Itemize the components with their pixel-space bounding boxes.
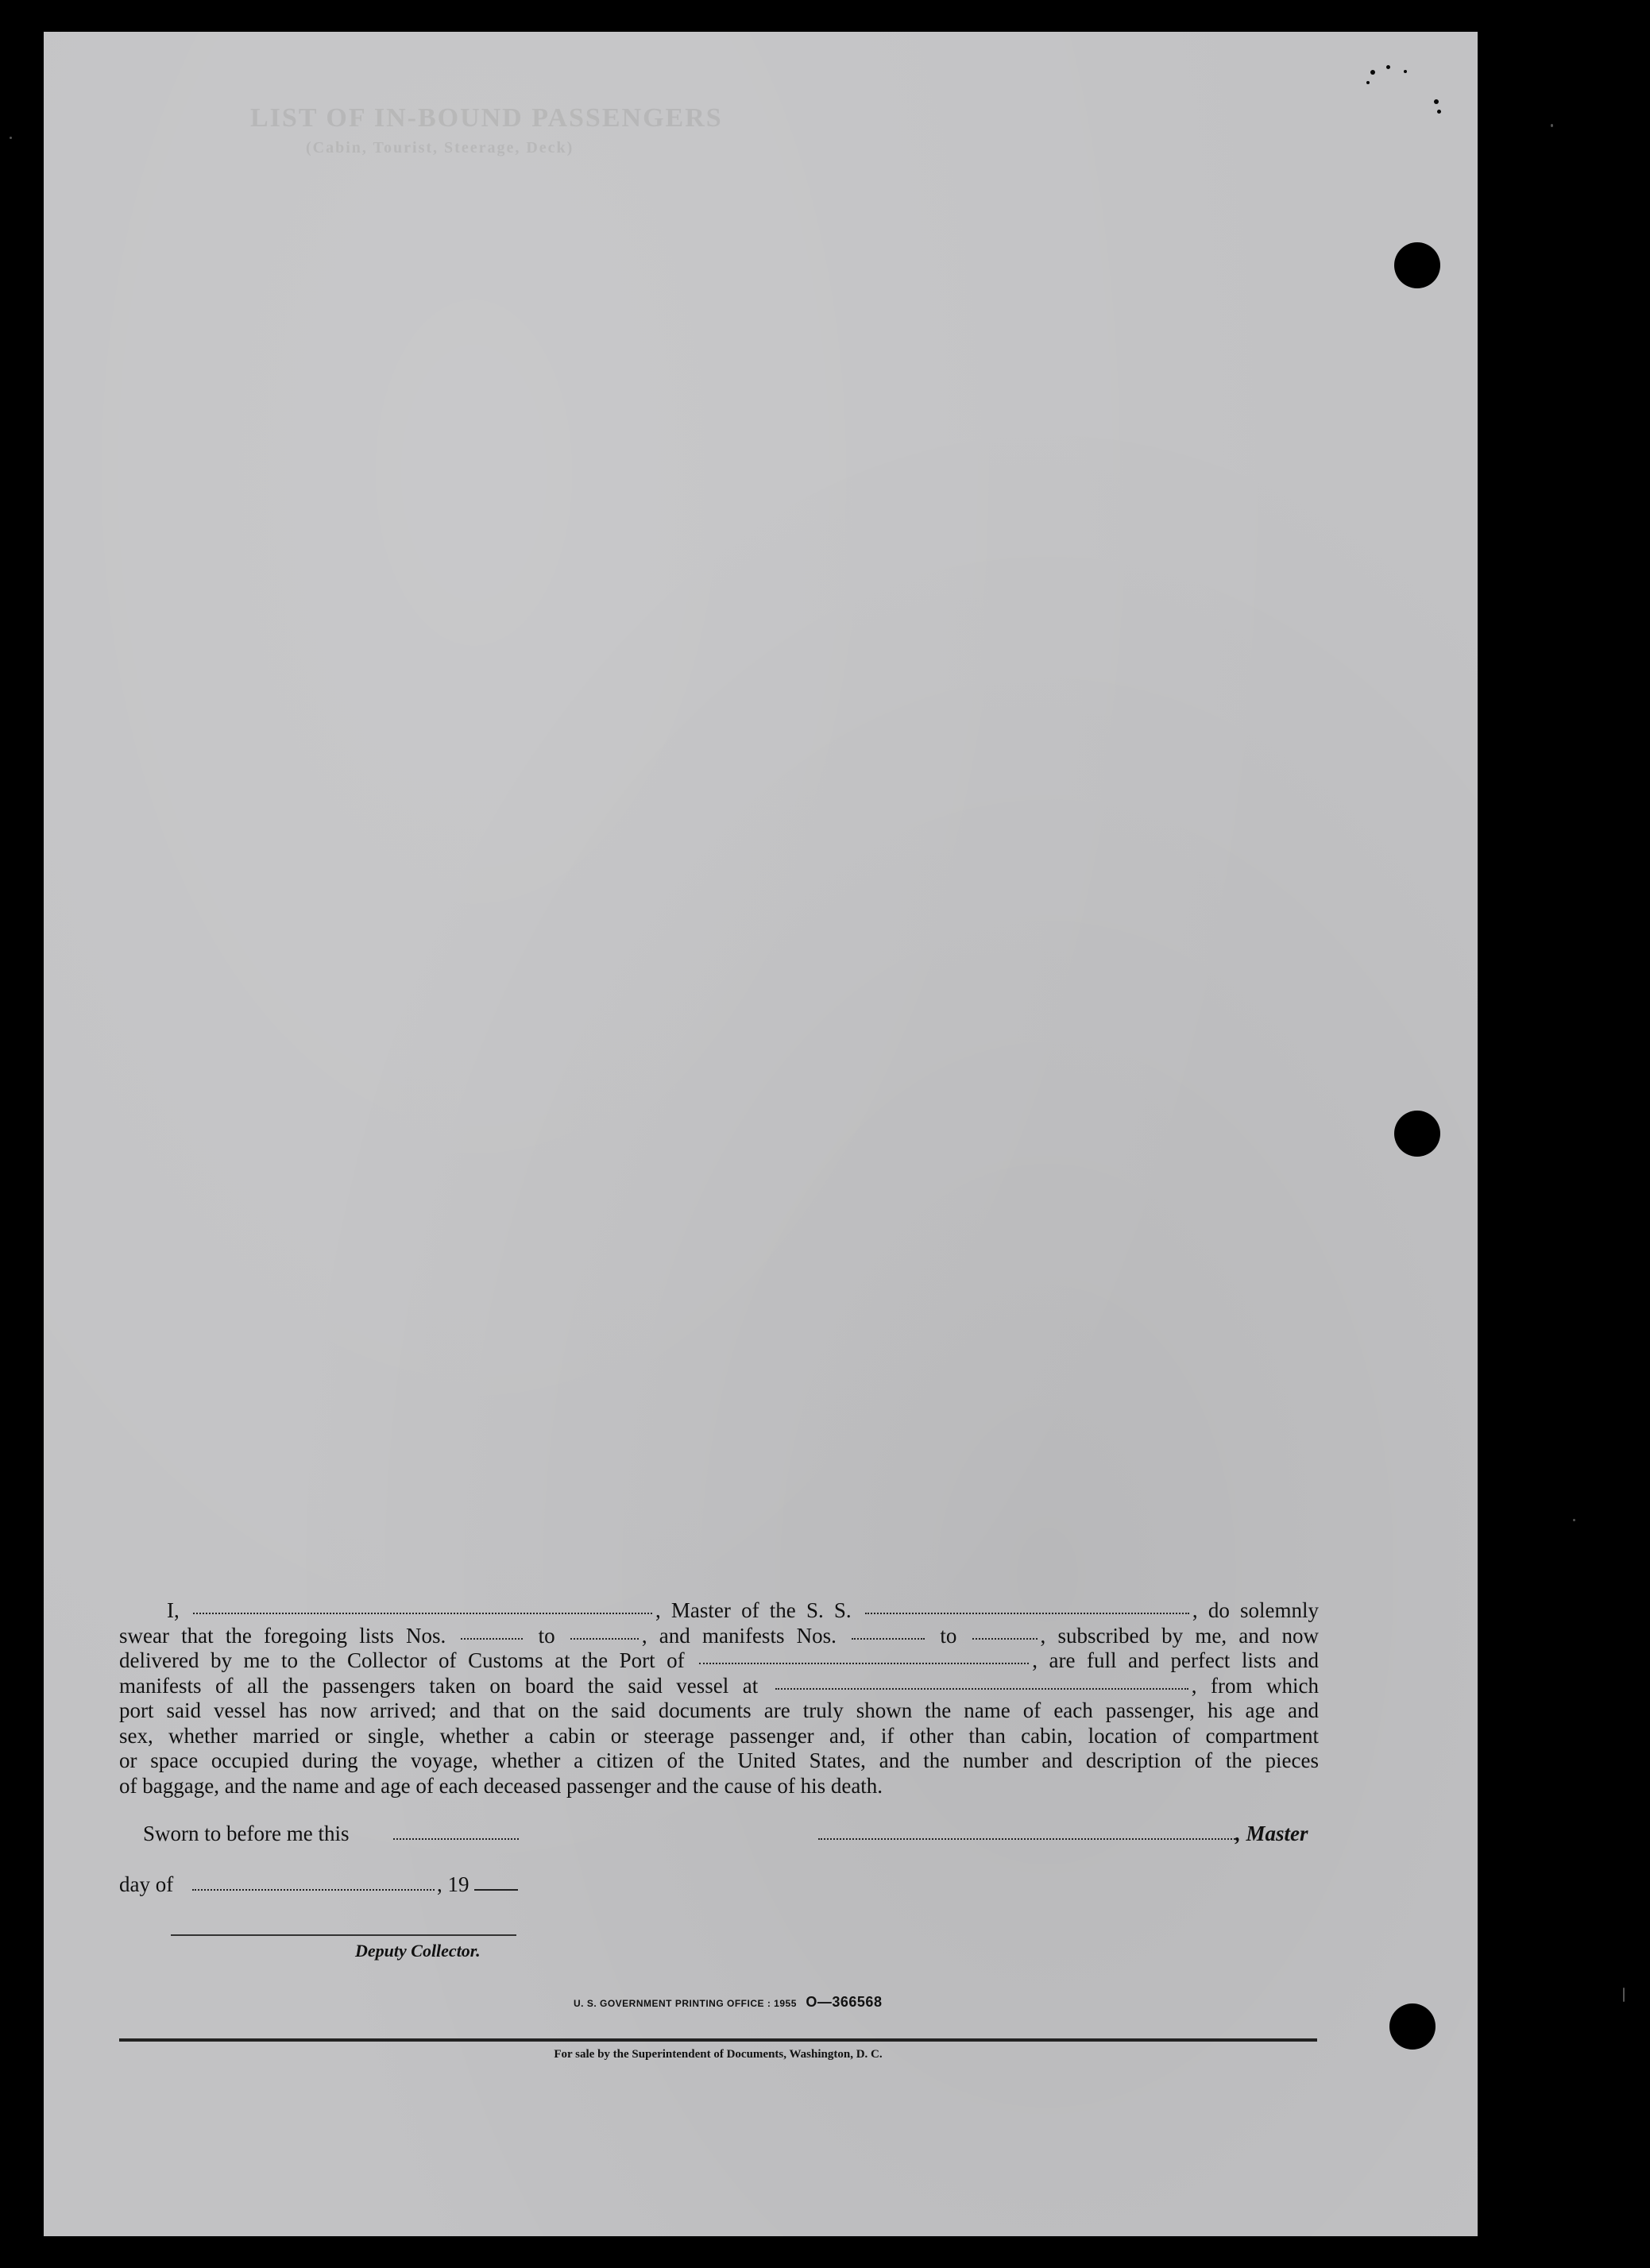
oath-text: to xyxy=(538,1623,555,1648)
master-signature-line[interactable] xyxy=(818,1838,1235,1840)
ink-speck xyxy=(1434,99,1439,104)
oath-line-1 xyxy=(119,1598,1319,1624)
deputy-collector-label: Deputy Collector. xyxy=(355,1941,481,1961)
sworn-date-line[interactable] xyxy=(393,1838,519,1840)
punch-hole-bottom xyxy=(1389,2003,1436,2050)
oath-text: of baggage, and the name and age of each deceased passenger and the cause of his death. xyxy=(119,1773,883,1798)
footer-text: For sale by the Superintendent of Documents, Washington, D. C. xyxy=(554,2048,883,2061)
margin-speck xyxy=(1623,1988,1625,2002)
oath-text: delivered by me to the Collector of Customs at the Port of xyxy=(119,1648,685,1672)
oath-paragraph xyxy=(119,1598,1319,1799)
list-from-field[interactable] xyxy=(461,1637,523,1640)
margin-speck xyxy=(1573,1519,1575,1521)
deputy-collector-signature-line[interactable] xyxy=(171,1934,516,1936)
punch-hole-middle xyxy=(1394,1111,1440,1157)
oath-text: to xyxy=(940,1623,957,1648)
ship-name-field[interactable] xyxy=(865,1612,1189,1614)
footer-divider xyxy=(119,2038,1317,2042)
oath-line-6 xyxy=(119,1724,1319,1749)
master-name-field[interactable] xyxy=(193,1612,652,1614)
manifest-from-field[interactable] xyxy=(852,1637,925,1640)
month-line[interactable] xyxy=(192,1889,435,1891)
ink-speck xyxy=(1370,70,1375,75)
oath-text: or space occupied during the voyage, whether a citizen of the United States, and the number and description of the pieces xyxy=(119,1748,1319,1772)
boarding-port-field[interactable] xyxy=(775,1687,1188,1690)
printer-imprint xyxy=(574,1994,882,2011)
ink-speck xyxy=(1366,81,1370,84)
oath-text: , Master of the S. S. xyxy=(655,1598,852,1622)
oath-text: port said vessel has now arrived; and that on the said documents are truly shown the name of each passenger, his age and xyxy=(119,1698,1319,1722)
form-number: O—366568 xyxy=(806,1994,883,2010)
oath-text: I, xyxy=(167,1598,180,1622)
oath-line-2 xyxy=(119,1624,1319,1649)
oath-text: , do solemnly xyxy=(1192,1598,1320,1622)
manifest-to-field[interactable] xyxy=(972,1637,1038,1640)
oath-line-3 xyxy=(119,1648,1319,1674)
sworn-label: Sworn to before me this xyxy=(143,1822,350,1845)
margin-speck xyxy=(10,137,12,139)
year-line[interactable] xyxy=(474,1889,518,1891)
bleed-through-title: LIST OF IN-BOUND PASSENGERS xyxy=(250,103,723,133)
oath-line-4 xyxy=(119,1674,1319,1699)
oath-text: , and manifests Nos. xyxy=(641,1623,837,1648)
ink-speck xyxy=(1386,65,1390,69)
ink-speck xyxy=(1437,110,1441,114)
oath-line-7 xyxy=(119,1748,1319,1774)
year-prefix: , 19 xyxy=(437,1872,469,1896)
oath-text: , subscribed by me, and now xyxy=(1040,1623,1319,1648)
oath-text: manifests of all the passengers taken on board the said vessel at xyxy=(119,1673,759,1698)
printer-imprint-text: U. S. GOVERNMENT PRINTING OFFICE : 1955 xyxy=(574,1998,797,2009)
oath-text: , are full and perfect lists and xyxy=(1032,1648,1319,1672)
ink-speck xyxy=(1404,70,1407,73)
oath-text: swear that the foregoing lists Nos. xyxy=(119,1623,446,1648)
list-to-field[interactable] xyxy=(570,1637,639,1640)
oath-line-5 xyxy=(119,1698,1319,1724)
document-page xyxy=(44,32,1478,2236)
bleed-through-subtitle: (Cabin, Tourist, Steerage, Deck) xyxy=(306,139,574,156)
port-of-field[interactable] xyxy=(699,1662,1029,1664)
oath-text: , from which xyxy=(1191,1673,1319,1698)
master-label: , Master xyxy=(1235,1822,1308,1845)
day-of-label: day of xyxy=(119,1872,174,1896)
oath-line-8 xyxy=(119,1774,1319,1799)
margin-speck xyxy=(1551,124,1553,127)
oath-text: sex, whether married or single, whether a cabin or steerage passenger and, if other than cabin, location of compartment xyxy=(119,1723,1319,1748)
punch-hole-top xyxy=(1394,242,1440,288)
